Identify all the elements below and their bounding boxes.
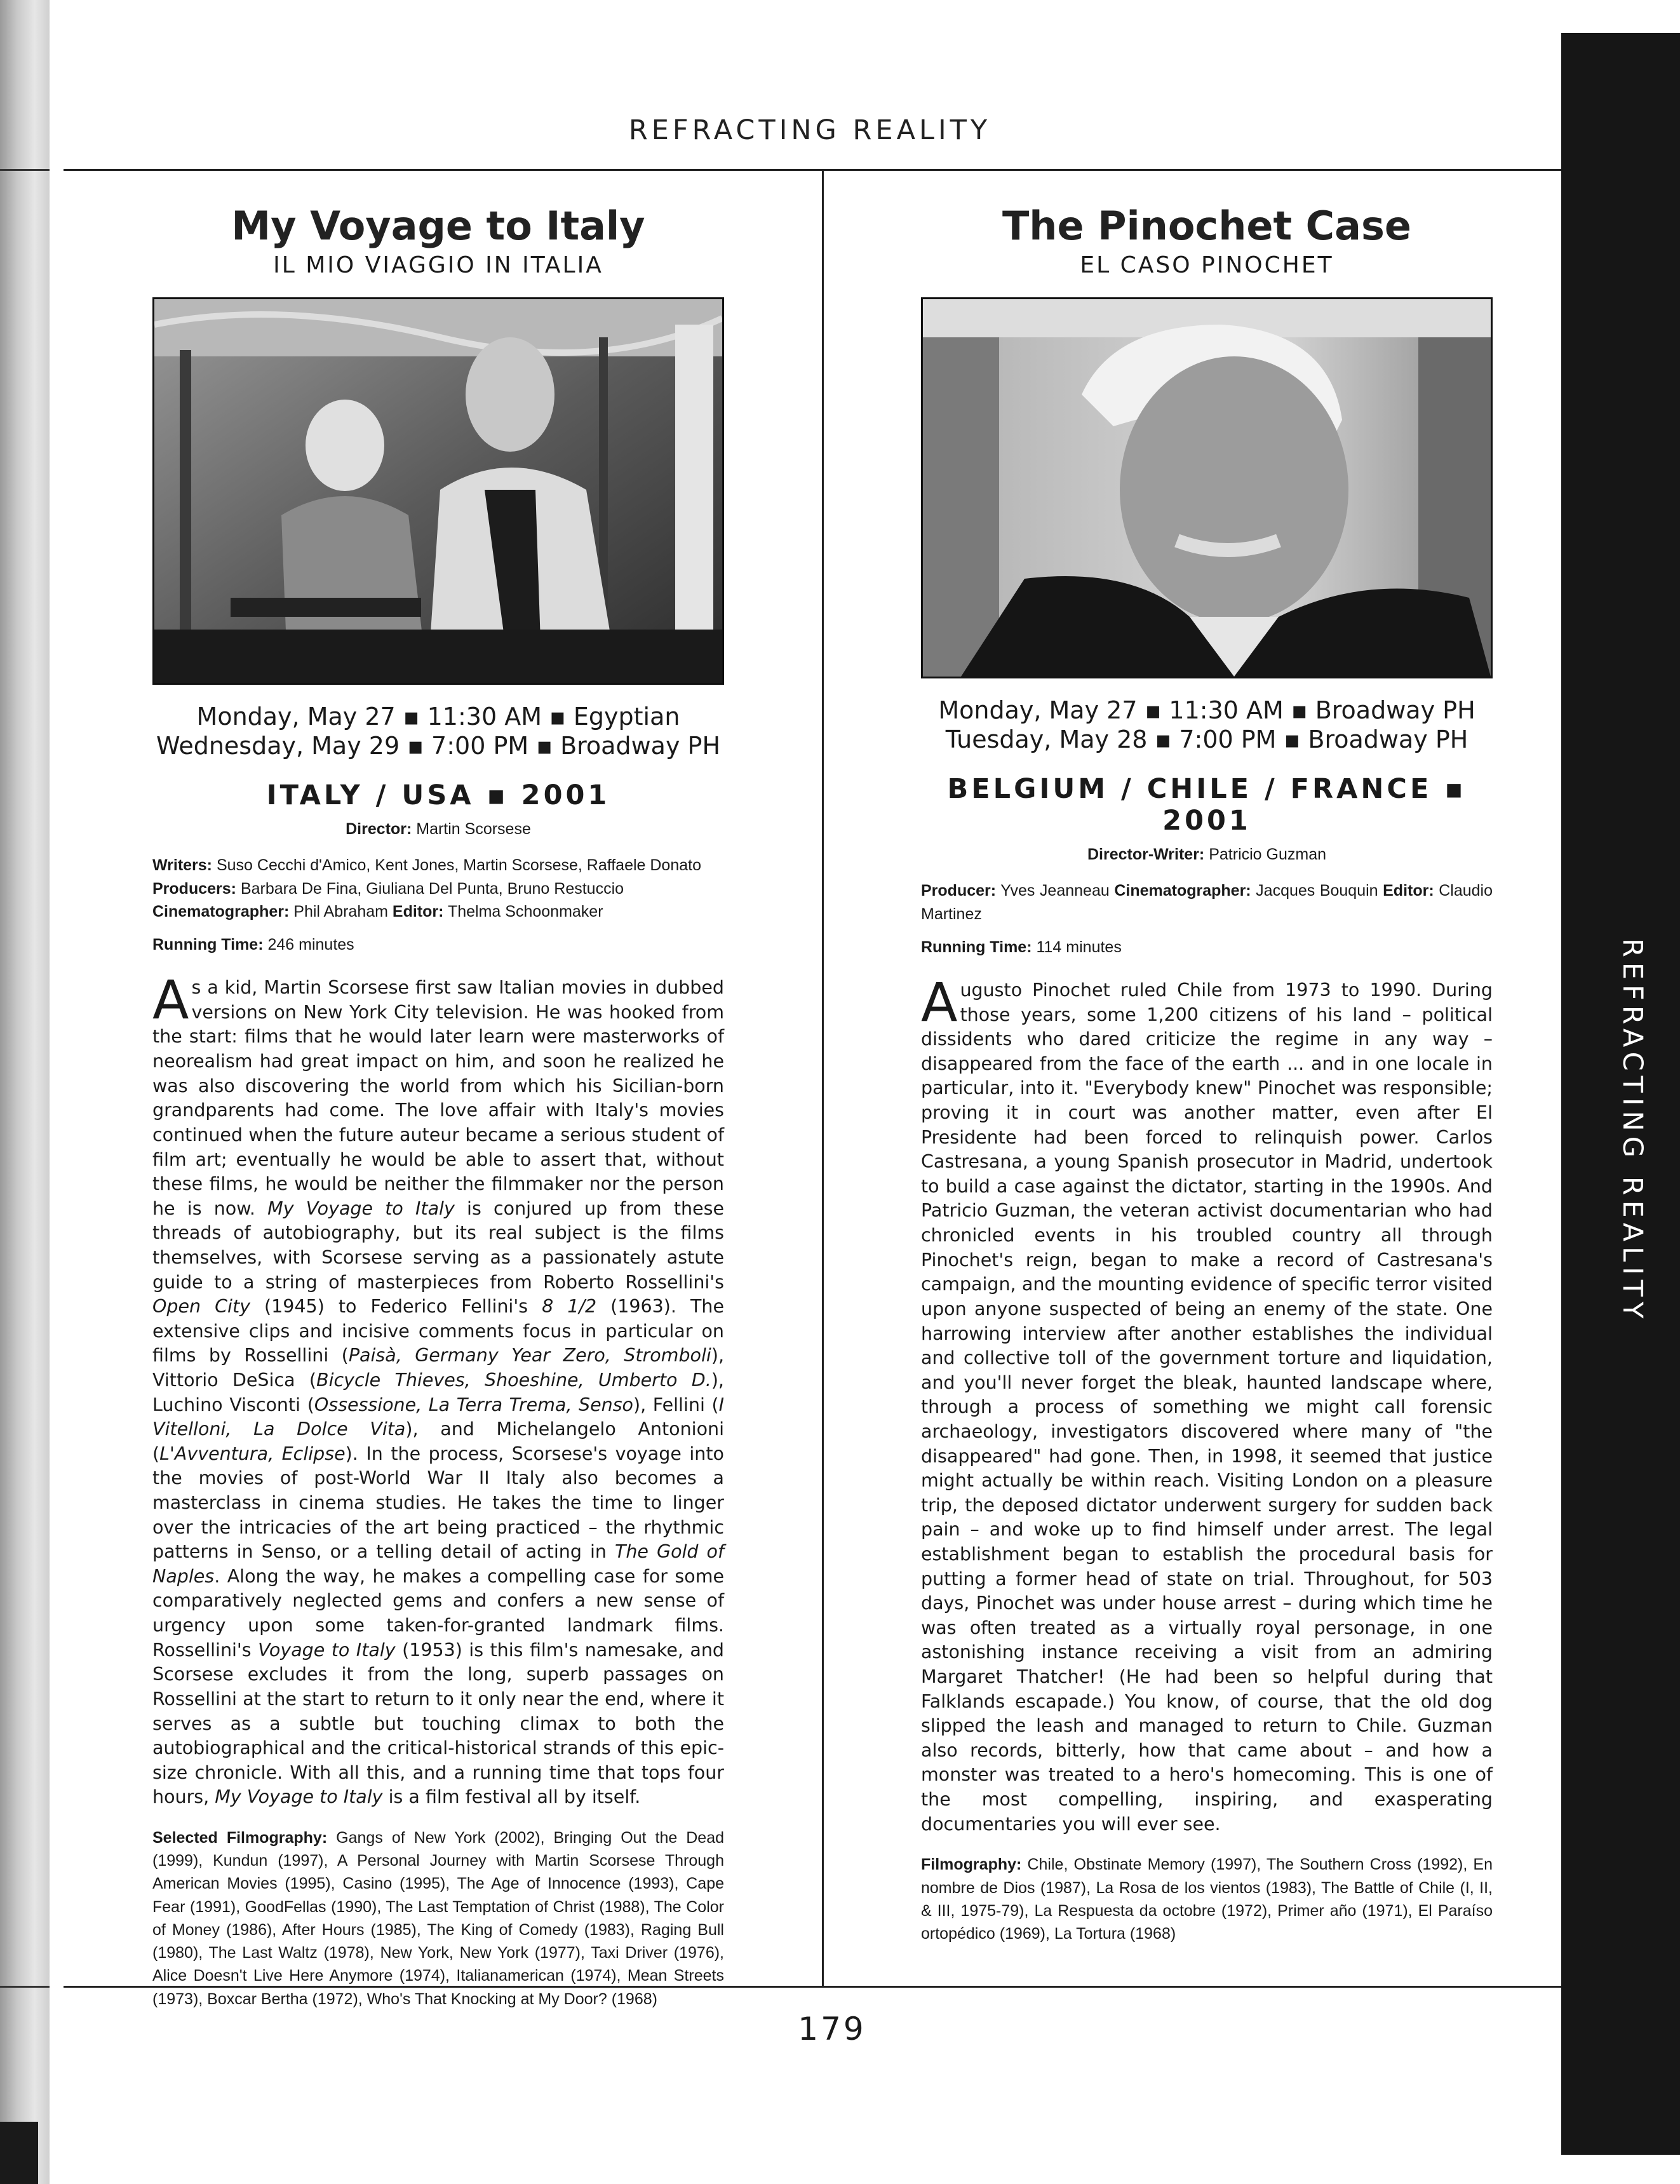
crew-credits: Writers: Suso Cecchi d'Amico, Kent Jones, Martin Scorsese, Raffaele Donato Producers: Barbara De Fina, Giuliana Del Punta, Bruno Restuccio Cinematographer: Phil Abraham Editor: Thelma Schoonmaker [152, 856, 701, 920]
facing-page-rule [0, 169, 50, 171]
country-year: BELGIUM / CHILE / FRANCE ▪ 2001 [947, 773, 1467, 837]
screening-line: Monday, May 27 ▪ 11:30 AM ▪ Egyptian [196, 703, 680, 731]
film-description: As a kid, Martin Scorsese first saw Italian movies in dubbed versions on New York City television. He was hooked from the start: films that he would later learn were masterworks of neorealism had great impact on him, and soon he realized he was also discovering the world from which his Sicilian-born grandparents had come. The love affair with Italy's movies continued when the future auteur became a serious student of film art; eventually he would be able to assert that, without these films, he would be neither the filmmaker nor the person he is now. My Voyage to Italy is conjured up from these threads of autobiography, but its real subject is the films themselves, with Scorsese serving as a passionately astute guide to a string of masterpieces from Roberto Rossellini's Open City (1945) to Federico Fellini's 8 1/2 (1963). The extensive clips and incisive comments focus in particular on films by Rossellini (Paisà, Germany Year Zero, Stromboli), Vittorio DeSica (Bicycle Thieves, Shoeshine, Umberto D.), Luchino Visconti (Ossessione, La Terra Trema, Senso), Fellini (I Vitelloni, La Dolce Vita), and Michelangelo Antonioni (L'Avventura, Eclipse). In the process, Scorsese's voyage into the movies of post-World War II Italy also becomes a masterclass in cinema studies. He takes the time to linger over the intricacies of the art being practiced – the rhythmic patterns in Senso, or a telling detail of acting in The Gold of Naples. Along the way, he makes a compelling case for some comparatively neglected gems and confers a new sense of urgency upon some taken-for-granted landmark films. Rossellini's Voyage to Italy (1953) is this film's namesake, and Scorsese excludes it from the long, superb passages on Rossellini at the start to return to it only near the end, where it serves as a subtle but touching climax to both the autobiographical and the critical-historical strands of this epic-size chronicle. With all this, and a running time that tops four hours, My Voyage to Italy is a film festival all by itself. [152, 969, 725, 1808]
director-credit: Director: Martin Scorsese [346, 820, 531, 839]
facing-page-edge [0, 0, 50, 2184]
film-original-title: IL MIO VIAGGIO IN ITALIA [273, 252, 603, 279]
screening-line: Wednesday, May 29 ▪ 7:00 PM ▪ Broadway PH [156, 731, 721, 760]
film-still-photo [921, 297, 1493, 678]
film-entry-the-pinochet-case [921, 203, 1493, 1945]
screening-line: Tuesday, May 28 ▪ 7:00 PM ▪ Broadway PH [945, 725, 1468, 753]
screening-times [921, 696, 1493, 754]
running-time: Running Time: 246 minutes [152, 936, 354, 954]
film-title: My Voyage to Italy [231, 203, 645, 249]
film-entry-my-voyage-to-italy [152, 203, 724, 2011]
running-time: Running Time: 114 minutes [921, 938, 1122, 956]
running-head: REFRACTING REALITY [628, 114, 991, 146]
filmography: Selected Filmography: Gangs of New York (2002), Bringing Out the Dead (1999), Kundun (1997), A Personal Journey with Martin Scorsese Through American Movies (1995), Casino (1995), The Age of Innocence (1993), Cape Fear (1991), GoodFellas (1990), The Last Temptation of Christ (1988), The Color of Money (1986), After Hours (1985), The King of Comedy (1983), Raging Bull (1980), The Last Waltz (1978), New York, New York (1977), Taxi Driver (1976), Alice Doesn't Live Here Anymore (1974), Italianamerican (1974), Mean Streets (1973), Boxcar Bertha (1972), Who's That Knocking at My Door? (1968) [152, 1828, 725, 2008]
column-divider [822, 170, 824, 1987]
top-rule [64, 169, 1561, 171]
director-credit: Director-Writer: Patricio Guzman [1087, 846, 1327, 864]
drop-cap: A [921, 971, 958, 1034]
film-still-photo [152, 297, 724, 685]
film-still-image [154, 299, 722, 683]
crew-credits: Producer: Yves Jeanneau Cinematographer: Jacques Bouquin Editor: Claudio Martinez [921, 882, 1493, 923]
film-description: Augusto Pinochet ruled Chile from 1973 to 1990. During those years, some 1,200 citizens of his land – political dissidents who dared criticize the regime in any way – disappeared from the face of the earth ... and in one locale in particular, into it. "Everybody knew" Pinochet was responsible; proving it in court was another matter, even after El Presidente had been forced to relinquish power. Carlos Castresana, a young Spanish prosecutor in Madrid, undertook to build a case against the dictator, starting in the 1990s. And Patricio Guzman, the veteran activist documentarian who had chronicled events in his troubled country all through Pinochet's reign, began to make a record of Castresana's campaign, and the mounting evidence of specific terror visited upon anyone suspected of being an enemy of the state. One harrowing interview after another establishes the individual and collective toll of the government torture and liquidation, and you'll never forget the bleak, haunted landscape where, through a process of something we might call forensic archaeology, investigators discovered where many of "the disappeared" had gone. Then, in 1998, it seemed that justice might actually be within reach. Visiting London on a pleasure trip, the deposed dictator underwent surgery for sudden back pain – and woke up to find himself under arrest. The legal establishment began to establish the procedural basis for putting a former head of state on trial. Throughout, for 503 days, Pinochet was under house arrest – during which time he was often treated as a virtually royal personage, in one astonishing instance receiving a visit from an admiring Margaret Thatcher! (He had been so helpful during that Falklands escapade.) You know, of course, that the old dog slipped the leash and managed to return to Chile. Guzman also records, bitterly, how that came about – and how a monster was treated to a hero's homecoming. This is one of the most compelling, inspiring, and exasperating documentaries you will ever see. [921, 971, 1493, 1835]
screening-line: Monday, May 27 ▪ 11:30 AM ▪ Broadway PH [938, 696, 1475, 725]
drop-cap: A [152, 969, 189, 1032]
section-tab-label: REFRACTING REALITY [1616, 938, 1648, 1324]
film-original-title: EL CASO PINOCHET [1080, 252, 1334, 279]
page-number: 179 [798, 2011, 866, 2047]
screening-times [152, 703, 724, 760]
country-year: ITALY / USA ▪ 2001 [266, 779, 610, 812]
film-title: The Pinochet Case [1002, 203, 1411, 249]
film-still-image [923, 299, 1491, 677]
facing-page-rule-bottom [0, 1986, 50, 1988]
filmography: Filmography: Chile, Obstinate Memory (1997), The Southern Cross (1992), En nombre de Dios (1987), La Rosa de los vientos (1983), The Battle of Chile (I, II, & III, 1975-79), La Respuesta da octobre (1972), Primer año (1971), El Paraíso ortopédico (1969), La Tortura (1968) [921, 1856, 1493, 1943]
